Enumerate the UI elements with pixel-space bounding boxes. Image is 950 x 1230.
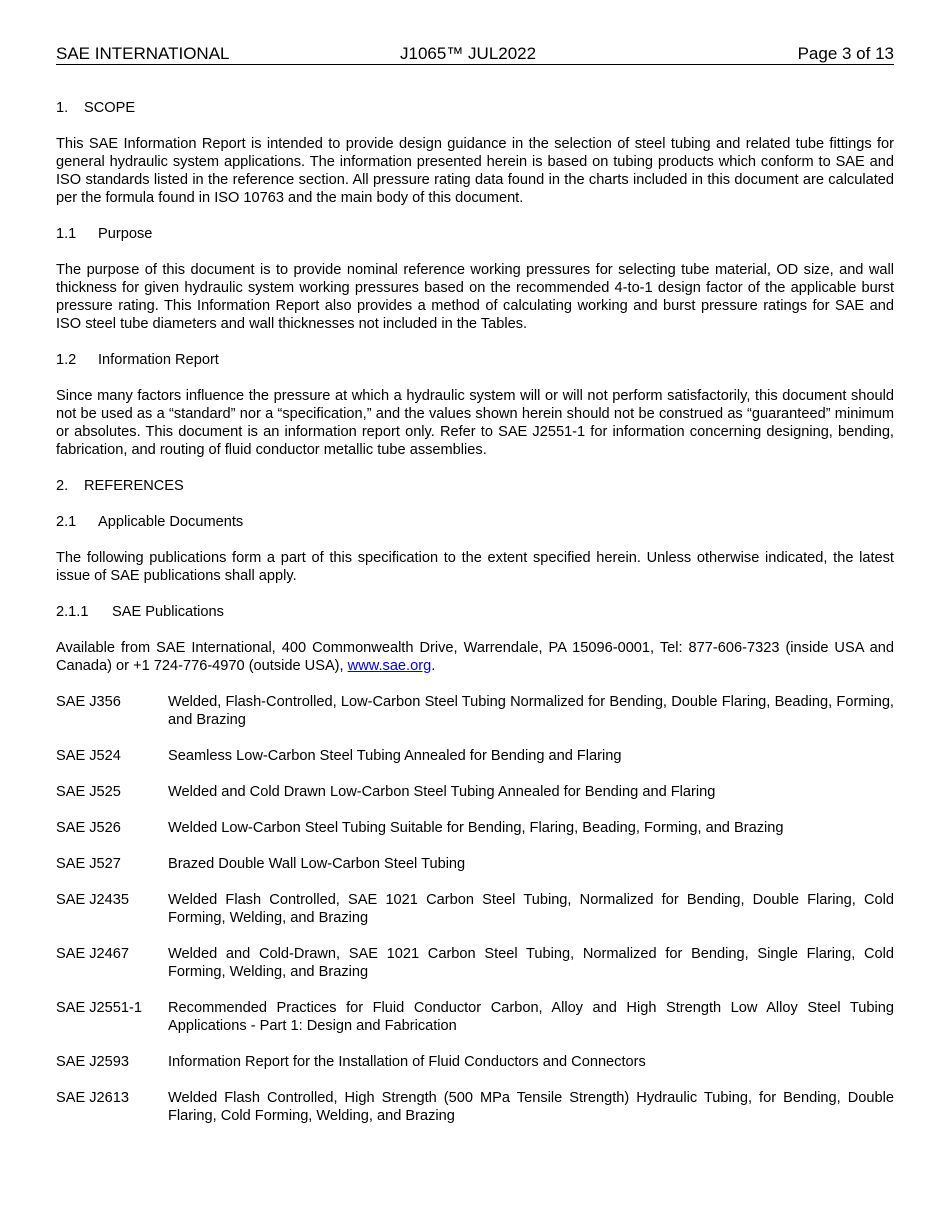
reference-title: Information Report for the Installation of Fluid Conductors and Connectors <box>168 1054 646 1070</box>
section-1-2-body: Since many factors influence the pressure at which a hydraulic system will or will not perform satisfactorily, this document should not be used as a “standard” nor a “specification,” and the values shown herein should not be construed as “guaranteed” minimum or absolutes. This document is an information report only. Refer to SAE J2551-1 for information concerning designing, bending, fabrication, and routing of fluid conductor metallic tube assemblies. <box>56 388 894 458</box>
section-1-1-number: 1.1 <box>56 226 77 242</box>
reference-list <box>56 693 894 1125</box>
reference-title: Seamless Low-Carbon Steel Tubing Annealed for Bending and Flaring <box>168 748 622 764</box>
reference-item <box>56 819 894 837</box>
reference-title: Welded Low-Carbon Steel Tubing Suitable for Bending, Flaring, Beading, Forming, and Brazing <box>168 820 784 836</box>
section-2-heading <box>56 477 894 495</box>
reference-title: Welded Flash Controlled, SAE 1021 Carbon Steel Tubing, Normalized for Bending, Double Flaring, Cold Forming, Welding, and Brazing <box>168 892 894 926</box>
section-2-1-body: The following publications form a part of this specification to the extent specified herein. Unless otherwise indicated, the latest issue of SAE publications shall apply. <box>56 550 894 584</box>
reference-item <box>56 747 894 765</box>
section-2-1-1-body <box>56 639 894 675</box>
section-1-1-heading <box>56 225 894 243</box>
reference-item <box>56 999 894 1035</box>
reference-item <box>56 693 894 729</box>
reference-title: Welded, Flash-Controlled, Low-Carbon Steel Tubing Normalized for Bending, Double Flaring, Beading, Forming, and Brazing <box>168 694 894 728</box>
header-org: SAE INTERNATIONAL <box>56 44 230 63</box>
reference-code: SAE J2613 <box>56 1090 130 1106</box>
section-2-1-number: 2.1 <box>56 514 77 530</box>
document-page <box>56 44 894 1143</box>
reference-item <box>56 945 894 981</box>
reference-item <box>56 855 894 873</box>
header-doc-id: J1065™ JUL2022 <box>400 44 537 63</box>
reference-code: SAE J2593 <box>56 1054 130 1070</box>
section-1-heading <box>56 99 894 117</box>
section-2-number: 2. <box>56 478 69 494</box>
reference-item <box>56 783 894 801</box>
reference-title: Welded Flash Controlled, High Strength (500 MPa Tensile Strength) Hydraulic Tubing, for Bending, Double Flaring, Cold Forming, Welding, and Brazing <box>168 1090 894 1124</box>
reference-title: Recommended Practices for Fluid Conductor Carbon, Alloy and High Strength Low Alloy Steel Tubing Applications - Part 1: Design and Fabrication <box>168 1000 894 1034</box>
reference-code: SAE J2435 <box>56 892 130 908</box>
section-1-2-title: Information Report <box>98 352 219 368</box>
reference-title: Welded and Cold Drawn Low-Carbon Steel Tubing Annealed for Bending and Flaring <box>168 784 716 800</box>
sae-website-link[interactable]: www.sae.org <box>347 658 432 674</box>
reference-code: SAE J2467 <box>56 946 130 962</box>
section-1-body: This SAE Information Report is intended to provide design guidance in the selection of steel tubing and related tube fittings for general hydraulic system applications. The information presented herein is based on tubing products which conform to SAE and ISO standards listed in the reference section. All pressure rating data found in the charts included in this document are calculated per the formula found in ISO 10763 and the main body of this document. <box>56 136 894 206</box>
section-2-1-heading <box>56 513 894 531</box>
section-2-1-title: Applicable Documents <box>98 514 244 530</box>
section-1-2-heading <box>56 351 894 369</box>
section-1-1-body: The purpose of this document is to provide nominal reference working pressures for selecting tube material, OD size, and wall thickness for given hydraulic system working pressures based on the recommended 4-to-1 design factor of the applicable burst pressure rating. This Information Report also provides a method of calculating working and burst pressure ratings for SAE and ISO steel tube diameters and wall thicknesses not included in the Tables. <box>56 262 894 332</box>
section-2-1-1-number: 2.1.1 <box>56 604 89 620</box>
section-1-title: SCOPE <box>84 100 136 116</box>
page-header <box>56 44 894 65</box>
section-1-1-title: Purpose <box>98 226 153 242</box>
reference-code: SAE J525 <box>56 784 121 800</box>
reference-title: Brazed Double Wall Low-Carbon Steel Tubing <box>168 856 466 872</box>
header-page-number: Page 3 of 13 <box>797 44 894 63</box>
section-1-2-number: 1.2 <box>56 352 77 368</box>
section-2-1-1-body-text: Available from SAE International, 400 Commonwealth Drive, Warrendale, PA 15096-0001, Tel: 877-606-7323 (inside USA and Canada) or +1 724-776-4970 (outside USA), <box>56 640 894 674</box>
section-2-1-1-heading <box>56 603 894 621</box>
section-1-number: 1. <box>56 100 69 116</box>
reference-code: SAE J527 <box>56 856 121 872</box>
reference-code: SAE J356 <box>56 694 121 710</box>
section-2-title: REFERENCES <box>84 478 184 494</box>
reference-title: Welded and Cold-Drawn, SAE 1021 Carbon Steel Tubing, Normalized for Bending, Single Flaring, Cold Forming, Welding, and Brazing <box>168 946 894 980</box>
section-2-1-1-body-end: . <box>431 658 436 674</box>
reference-code: SAE J2551-1 <box>56 1000 142 1016</box>
reference-item <box>56 1089 894 1125</box>
section-2-1-1-title: SAE Publications <box>112 604 224 620</box>
reference-code: SAE J524 <box>56 748 121 764</box>
reference-item <box>56 1053 894 1071</box>
reference-item <box>56 891 894 927</box>
reference-code: SAE J526 <box>56 820 121 836</box>
